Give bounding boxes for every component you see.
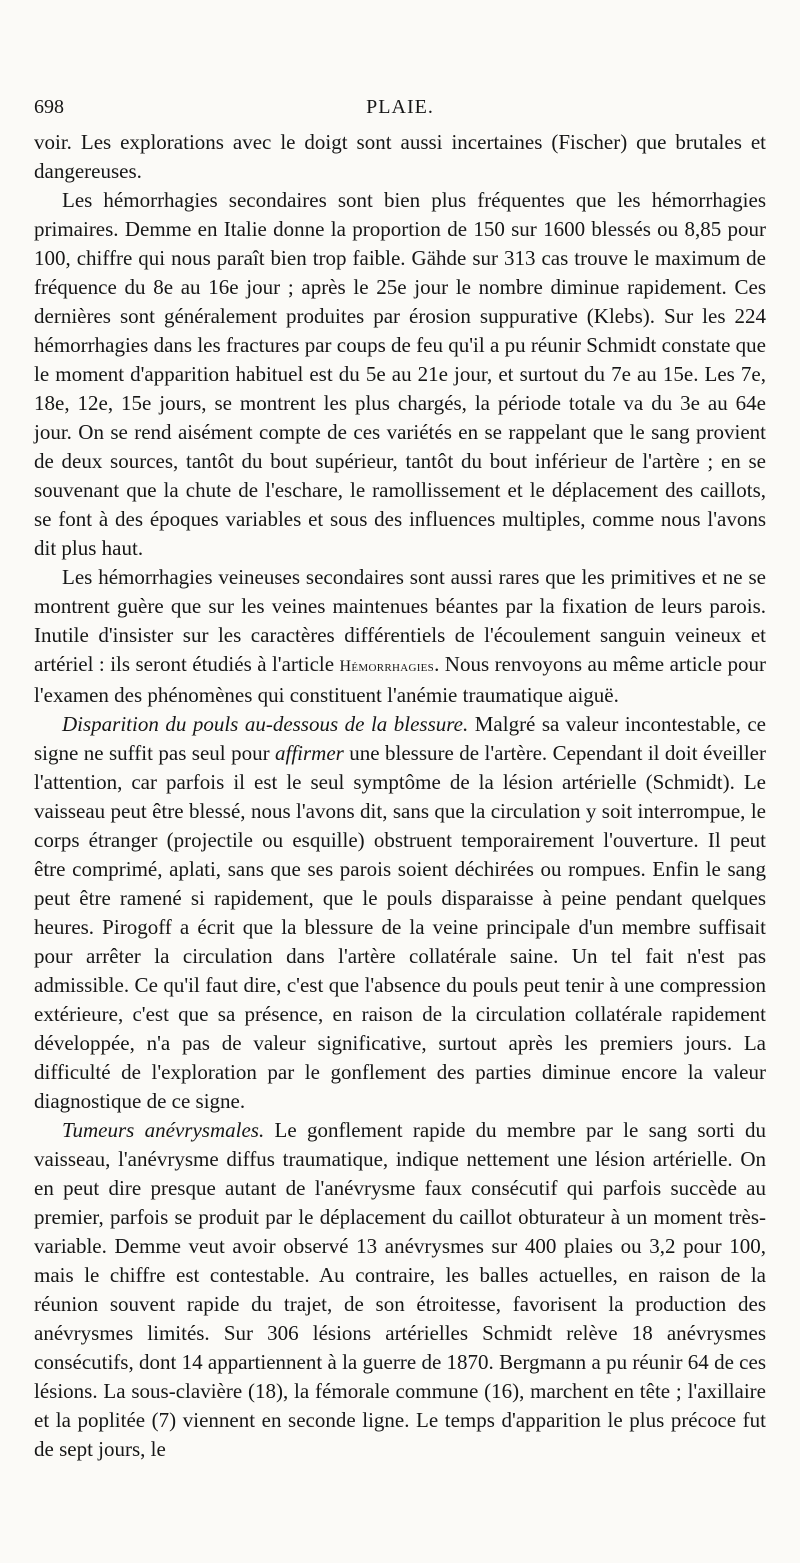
paragraph-text: Les hémorrhagies veineuses secondaires sont aussi rares que les primitives et ne se montrent guère que sur les veines maintenues béantes par la fixation de leurs parois. Inutile d'insister sur les caractères différentiels de l'écoulement sanguin veineux et artériel : ils seront étudiés à l'article	[34, 565, 766, 676]
paragraph-text: une blessure de l'artère. Cependant il doit éveiller l'attention, car parfois il est le seul symptôme de la lésion artérielle (Schmidt). Le vaisseau peut être blessé, nous l'avons dit, sans que la circulation y soit interrompue, le corps étranger (projectile ou esquille) obstruent temporairement l'ouverture. Il peut être comprimé, aplati, sans que ses parois soient déchirées ou rompues. Enfin le sang peut être ramené si rapidement, que le pouls disparaisse à peine pendant quelques heures. Pirogoff a écrit que la blessure de la veine principale d'un membre suffisait pour arrêter la circulation dans l'artère collatérale saine. Un tel fait n'est pas admissible. Ce qu'il faut dire, c'est que l'absence du pouls peut tenir à une compression extérieure, c'est que sa présence, en raison de la circulation collatérale rapidement développée, n'a pas de valeur significative, surtout après les premiers jours. La difficulté de l'exploration par le gonflement des parties diminue encore la valeur diagnostique de ce signe.	[34, 741, 766, 1113]
paragraph-text: . Nous renvoyons au même article pour l'examen des phénomènes qui constituent l'anémie traumatique aiguë.	[34, 652, 766, 707]
paragraph-secondary-hemorrhages: Les hémorrhagies secondaires sont bien plus fréquentes que les hémorrhagies primaires. Demme en Italie donne la proportion de 150 sur 1600 blessés ou 8,85 pour 100, chiffre qui nous paraît bien trop faible. Gähde sur 313 cas trouve le maximum de fréquence du 8e au 16e jour ; après le 25e jour le nombre diminue rapidement. Ces dernières sont généralement produites par érosion suppurative (Klebs). Sur les 224 hémorrhagies dans les fractures par coups de feu qu'il a pu réunir Schmidt constate que le moment d'apparition habituel est du 5e au 21e jour, et surtout du 7e au 15e. Les 7e, 18e, 12e, 15e jours, se montrent les plus chargés, la période totale va du 3e au 64e jour. On se rend aisément compte de ces variétés en se rappelant que le sang provient de deux sources, tantôt du bout supérieur, tantôt du bout inférieur de l'artère ; en se souvenant que la chute de l'eschare, le ramollissement et le déplacement des caillots, se font à des époques variables et sous des influences multiples, comme nous l'avons dit plus haut.	[34, 188, 766, 560]
paragraph-pulse-disappearance	[34, 710, 766, 1116]
paragraph-text: Malgré sa valeur incontestable, ce signe ne suffit pas seul pour	[34, 712, 766, 765]
section-heading: Tumeurs anévrysmales.	[62, 1118, 265, 1142]
body-text	[34, 128, 766, 1464]
paragraph-aneurysmal-tumors	[34, 1116, 766, 1464]
running-header	[34, 96, 766, 124]
emphasis: affirmer	[275, 741, 344, 765]
page-number: 698	[34, 96, 64, 118]
paragraph-text: Le gonflement rapide du membre par le sang sorti du vaisseau, l'anévrysme diffus traumatique, indique nettement une lésion artérielle. On en peut dire presque autant de l'anévrysme faux consécutif qui parfois succède au premier, parfois se produit par le déplacement du caillot obturateur à un moment très-variable. Demme veut avoir observé 13 anévrysmes sur 400 plaies ou 3,2 pour 100, mais le chiffre est contestable. Au contraire, les balles actuelles, en raison de la réunion souvent rapide du trajet, de son étroitesse, favorisent la production des anévrysmes limités. Sur 306 lésions artérielles Schmidt relève 18 anévrysmes consécutifs, dont 14 appartiennent à la guerre de 1870. Bergmann a pu réunir 64 de ces lésions. La sous-clavière (18), la fémorale commune (16), marchent en tête ; l'axillaire et la poplitée (7) viennent en seconde ligne. Le temps d'apparition le plus précoce fut de sept jours, le	[34, 1118, 766, 1461]
section-heading: Disparition du pouls au-dessous de la blessure.	[62, 712, 469, 736]
article-reference: Hémorrhagies	[339, 658, 435, 675]
paragraph-venous-hemorrhages	[34, 563, 766, 710]
running-title: PLAIE.	[366, 96, 434, 118]
paragraph-continuation: voir. Les explorations avec le doigt sont aussi incertaines (Fischer) que brutales et dangereuses.	[34, 130, 766, 183]
